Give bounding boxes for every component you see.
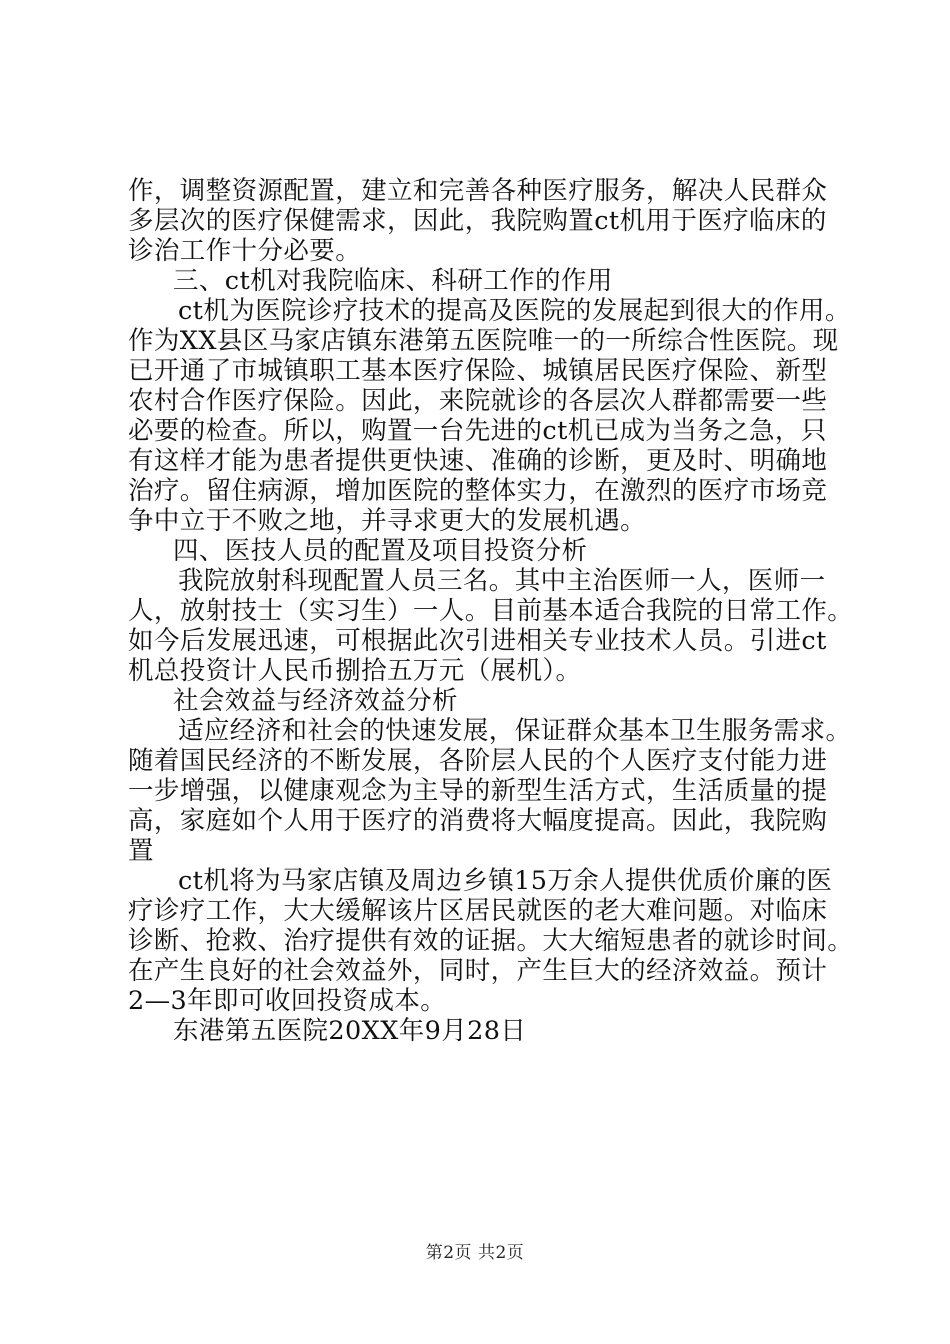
paragraph-first-line: 我院放射科现配置人员三名。其中主治医师一人，医师一 xyxy=(178,566,826,596)
page-footer xyxy=(0,1242,950,1264)
signature-line: 东港第五医院20XX年9月28日 xyxy=(173,1016,527,1046)
text-line: 作，调整资源配置，建立和完善各种医疗服务，解决人民群众 xyxy=(128,176,828,206)
text-line: 已开通了市城镇职工基本医疗保险、城镇居民医疗保险、新型 xyxy=(128,356,828,386)
text-line: 治疗。留住病源，增加医院的整体实力，在激烈的医疗市场竞 xyxy=(128,476,828,506)
page-number-label: 第2页 共2页 xyxy=(425,1243,525,1263)
text-line: 有这样才能为患者提供更快速、准确的诊断，更及时、明确地 xyxy=(128,446,828,476)
text-line: 农村合作医疗保险。因此，来院就诊的各层次人群都需要一些 xyxy=(128,386,828,416)
text-line: 一步增强，以健康观念为主导的新型生活方式，生活质量的提 xyxy=(128,776,828,806)
section-heading: 四、医技人员的配置及项目投资分析 xyxy=(173,536,588,566)
text-line: 争中立于不败之地，并寻求更大的发展机遇。 xyxy=(128,506,647,536)
text-line: 高，家庭如个人用于医疗的消费将大幅度提高。因此，我院购 xyxy=(128,806,828,836)
text-line: 必要的检查。所以，购置一台先进的ct机已成为当务之急，只 xyxy=(128,416,827,446)
text-line: 置 xyxy=(128,836,154,866)
text-line: 人，放射技士（实习生）一人。目前基本适合我院的日常工作。 xyxy=(128,596,854,626)
text-line: 机总投资计人民币捌拾五万元（展机）。 xyxy=(128,656,582,686)
text-line: 多层次的医疗保健需求，因此，我院购置ct机用于医疗临床的 xyxy=(128,206,827,236)
document-body xyxy=(128,176,854,1046)
section-heading: 社会效益与经济效益分析 xyxy=(173,686,458,716)
text-line: 作为XX县区马家店镇东港第五医院唯一的一所综合性医院。现 xyxy=(128,326,839,356)
paragraph-first-line: ct机为医院诊疗技术的提高及医院的发展起到很大的作用。 xyxy=(178,296,851,326)
text-line: 2—3年即可收回投资成本。 xyxy=(128,986,447,1016)
text-line: 如今后发展迅速，可根据此次引进相关专业技术人员。引进ct xyxy=(128,626,827,656)
paragraph-first-line: ct机将为马家店镇及周边乡镇15万余人提供优质价廉的医 xyxy=(178,866,833,896)
text-line: 随着国民经济的不断发展，各阶层人民的个人医疗支付能力进 xyxy=(128,746,828,776)
paragraph-first-line: 适应经济和社会的快速发展，保证群众基本卫生服务需求。 xyxy=(178,716,852,746)
section-heading: 三、ct机对我院临床、科研工作的作用 xyxy=(173,266,613,296)
text-line: 在产生良好的社会效益外，同时，产生巨大的经济效益。预计 xyxy=(128,956,828,986)
text-line: 疗诊疗工作，大大缓解该片区居民就医的老大难问题。对临床 xyxy=(128,896,828,926)
text-line: 诊断、抢救、治疗提供有效的证据。大大缩短患者的就诊时间。 xyxy=(128,926,854,956)
text-line: 诊治工作十分必要。 xyxy=(128,236,362,266)
